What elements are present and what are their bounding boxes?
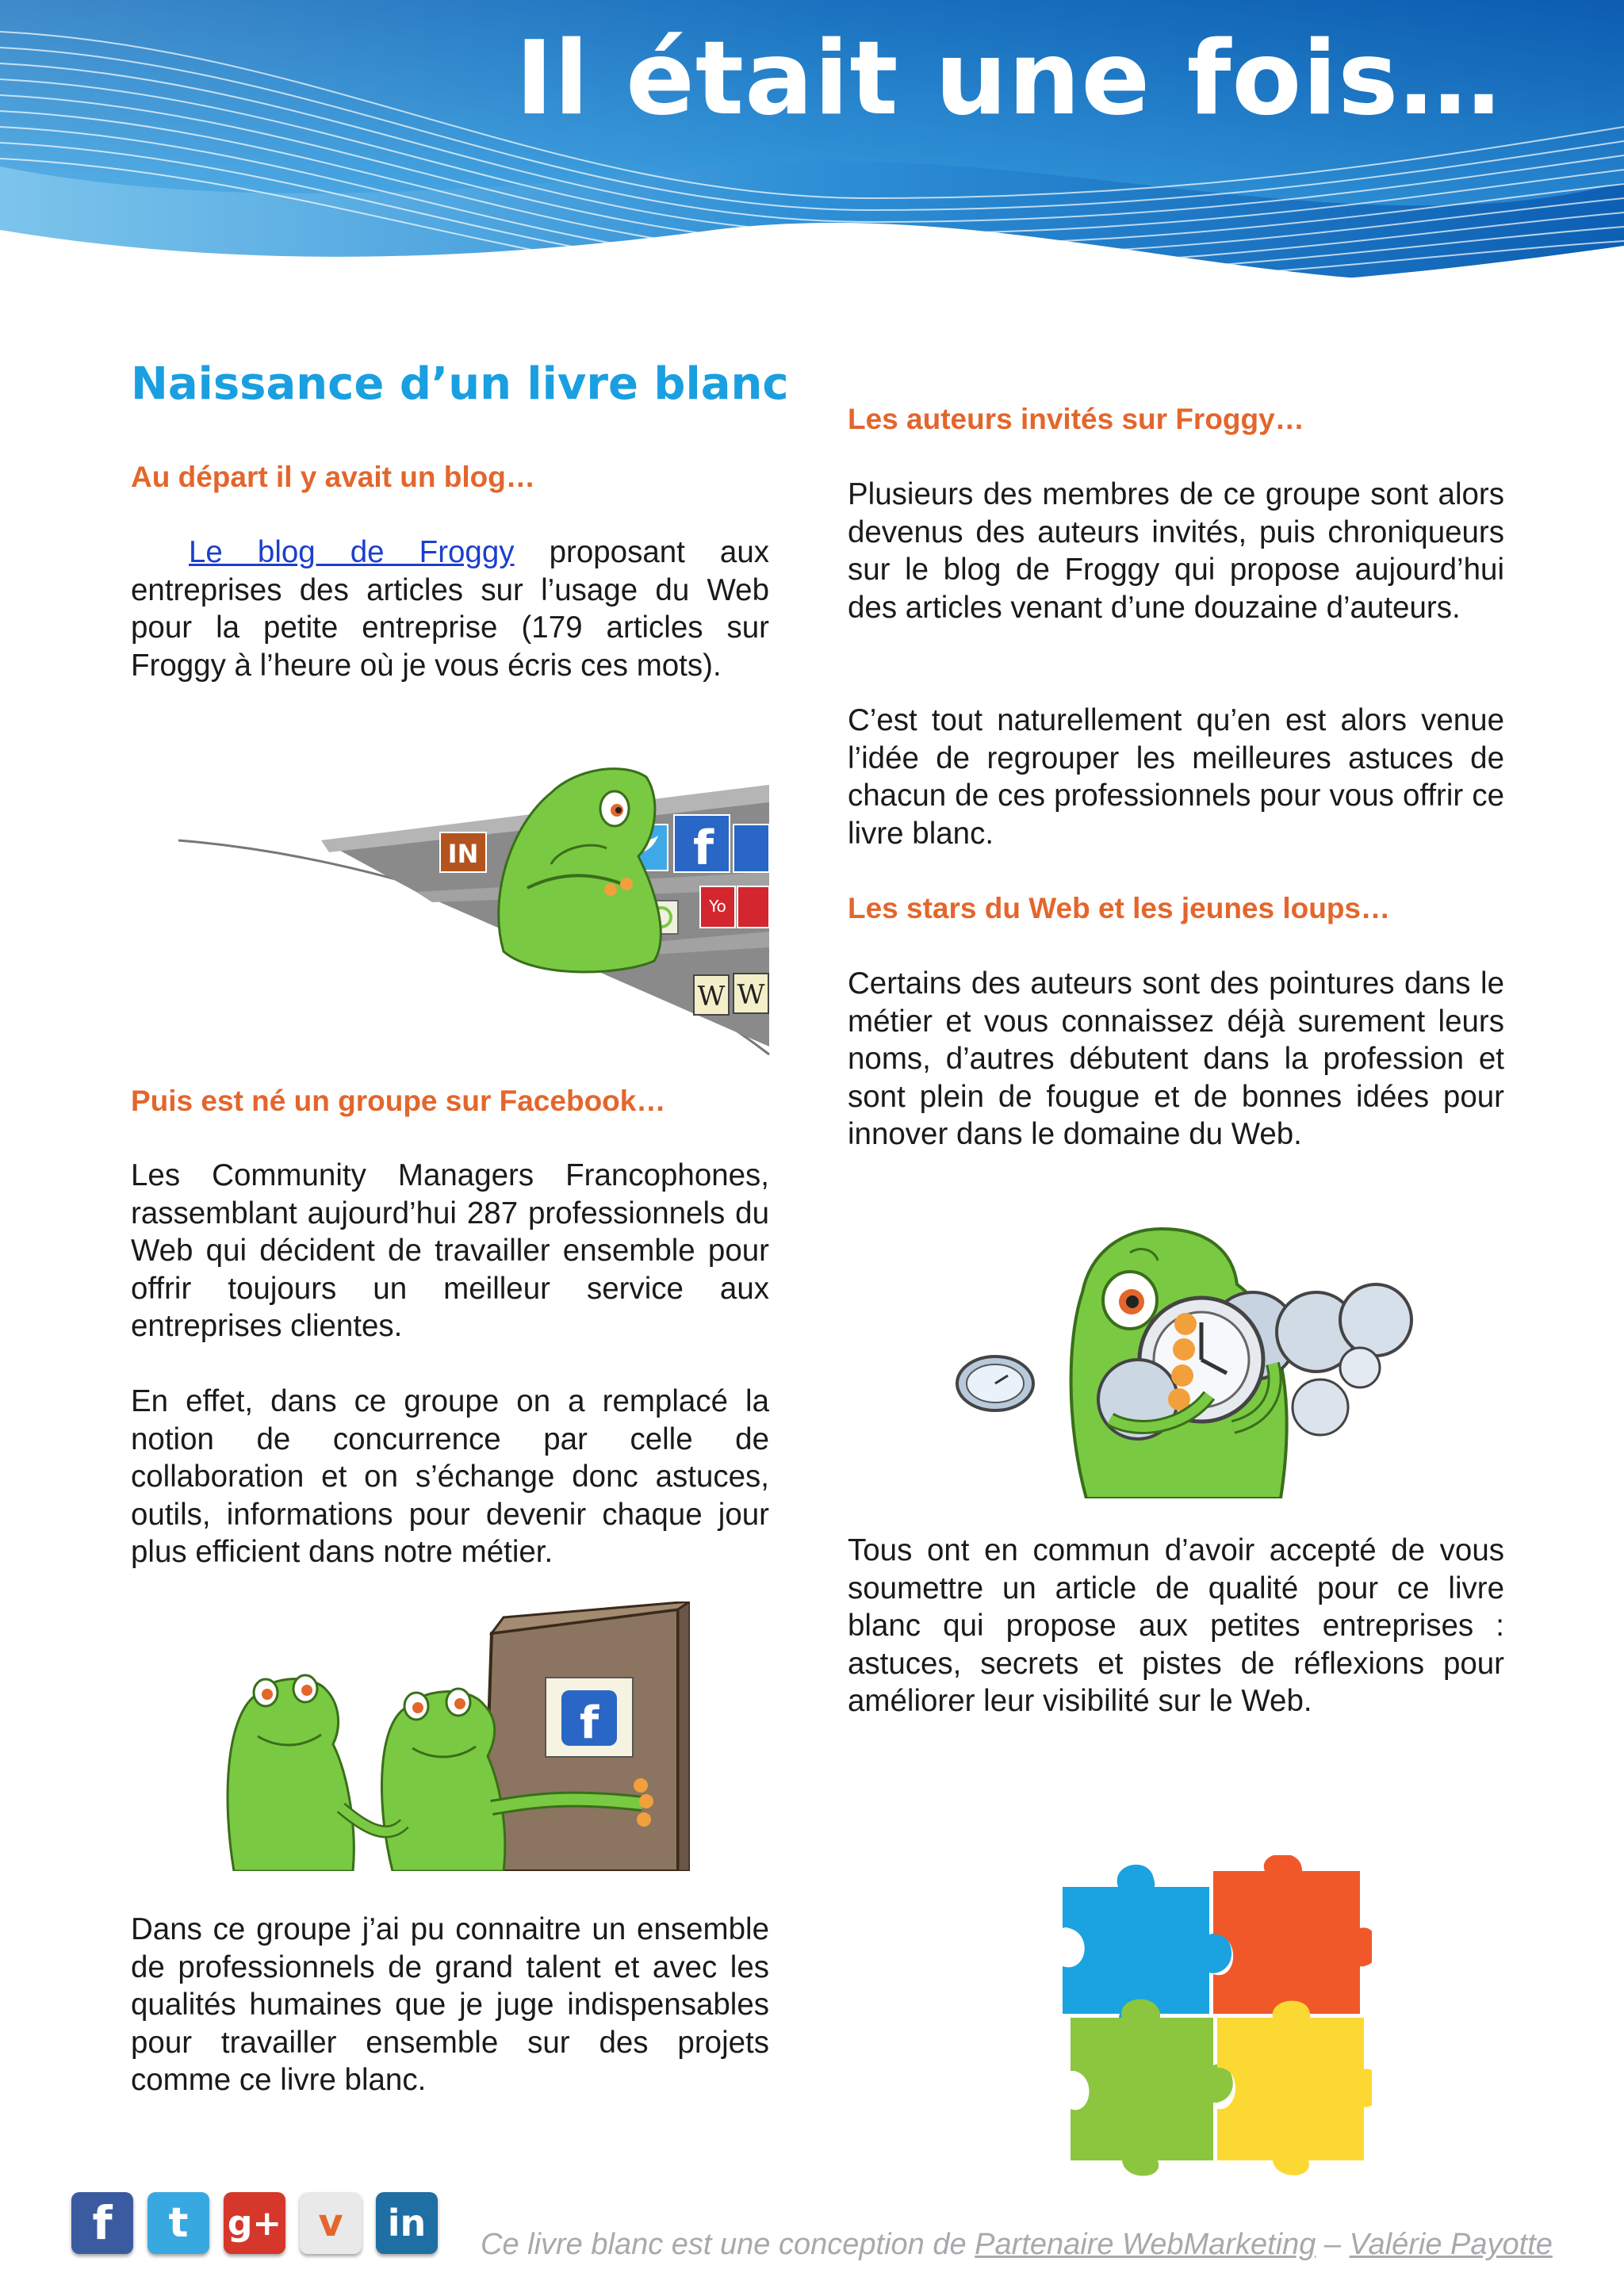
shelf-facebook-label: f <box>692 821 714 876</box>
partenaire-webmarketing-link[interactable]: Partenaire WebMarketing <box>975 2228 1316 2261</box>
paragraph-idea: C’est tout naturellement qu’en est alors venue l’idée de regrouper les meilleures astuces de chacun de ces professionnels pour vous offrir ce livre blanc. <box>848 703 1504 851</box>
shelf-linkedin-label: IN <box>447 839 479 869</box>
section-heading-stars: Les stars du Web et les jeunes loups… <box>848 892 1391 924</box>
blog-froggy-link[interactable]: Le blog de Froggy <box>189 535 515 569</box>
puzzle-illustration <box>1055 1855 1372 2176</box>
paragraph-community: Les Community Managers Francophones, rassemblant aujourd’hui 287 professionnels du Web qui décident de travailler ensemble pour offrir toujours un meilleur service aux entreprises clientes. <box>131 1158 769 1343</box>
frogs-facebook-door-illustration <box>222 1601 690 1871</box>
footer-credit: Ce livre blanc est une conception de Partenaire WebMarketing – Valérie Payotte <box>481 2228 1553 2261</box>
twitter-icon[interactable]: t <box>147 2192 209 2254</box>
frog-shelf-illustration <box>178 753 773 1058</box>
shelf-youtube-label: Yo <box>709 897 726 916</box>
linkedin-icon[interactable]: in <box>376 2192 438 2254</box>
paragraph-blog <box>131 534 769 684</box>
header-banner <box>0 0 1624 309</box>
viadeo-icon[interactable]: v <box>300 2192 362 2254</box>
social-icon-bar <box>71 2192 438 2256</box>
google-plus-icon[interactable]: g+ <box>224 2192 285 2254</box>
frog-clocks-illustration <box>948 1221 1455 1498</box>
section-heading-guest-authors: Les auteurs invités sur Froggy… <box>848 403 1304 435</box>
svg-text:W: W <box>737 979 765 1011</box>
paragraph-quality: Tous ont en commun d’avoir accepté de vous soumettre un article de qualité pour ce livre blanc qui propose aux petites entreprises : astuces, secrets et pistes de réflexions pour améliorer leur visibilité sur le Web. <box>848 1533 1504 1718</box>
paragraph-talent: Dans ce groupe j’ai pu connaitre un ensemble de professionnels de grand talent et avec les qualités humaines que je juge indispensables pour travailler ensemble sur des projets comme ce livre blanc. <box>131 1912 769 2097</box>
paragraph-blog-text: proposant aux entreprises des articles sur l’usage du Web pour la petite entreprise (179 articles sur Froggy à l’heure où je vous écris ces mots). <box>131 535 769 683</box>
valerie-payotte-link[interactable]: Valérie Payotte <box>1349 2228 1553 2261</box>
paragraph-stars: Certains des auteurs sont des pointures dans le métier et vous connaissez déjà surement leurs noms, d’autres débutent dans la profession et sont plein de fougue et de bonnes idées pour innover dans le domaine du Web. <box>848 966 1504 1151</box>
facebook-icon[interactable]: f <box>71 2192 133 2254</box>
svg-text:W: W <box>697 981 726 1012</box>
section-heading-facebook: Puis est né un groupe sur Facebook… <box>131 1085 666 1117</box>
door-facebook-label: f <box>579 1697 599 1749</box>
section-heading-blog: Au départ il y avait un blog… <box>131 461 535 493</box>
paragraph-guest-authors: Plusieurs des membres de ce groupe sont alors devenus des auteurs invités, puis chroniqueurs sur le blog de Froggy qui propose aujourd’hui des articles venant d’une douzaine d’auteurs. <box>848 477 1504 625</box>
paragraph-collaboration: En effet, dans ce groupe on a remplacé la notion de concurrence par celle de collaboration et on s’échange donc astuces, outils, informations pour devenir chaque jour plus efficient dans notre métier. <box>131 1384 769 1569</box>
page-heading: Naissance d’un livre blanc <box>131 358 789 410</box>
banner-title: Il était une fois… <box>515 20 1502 138</box>
